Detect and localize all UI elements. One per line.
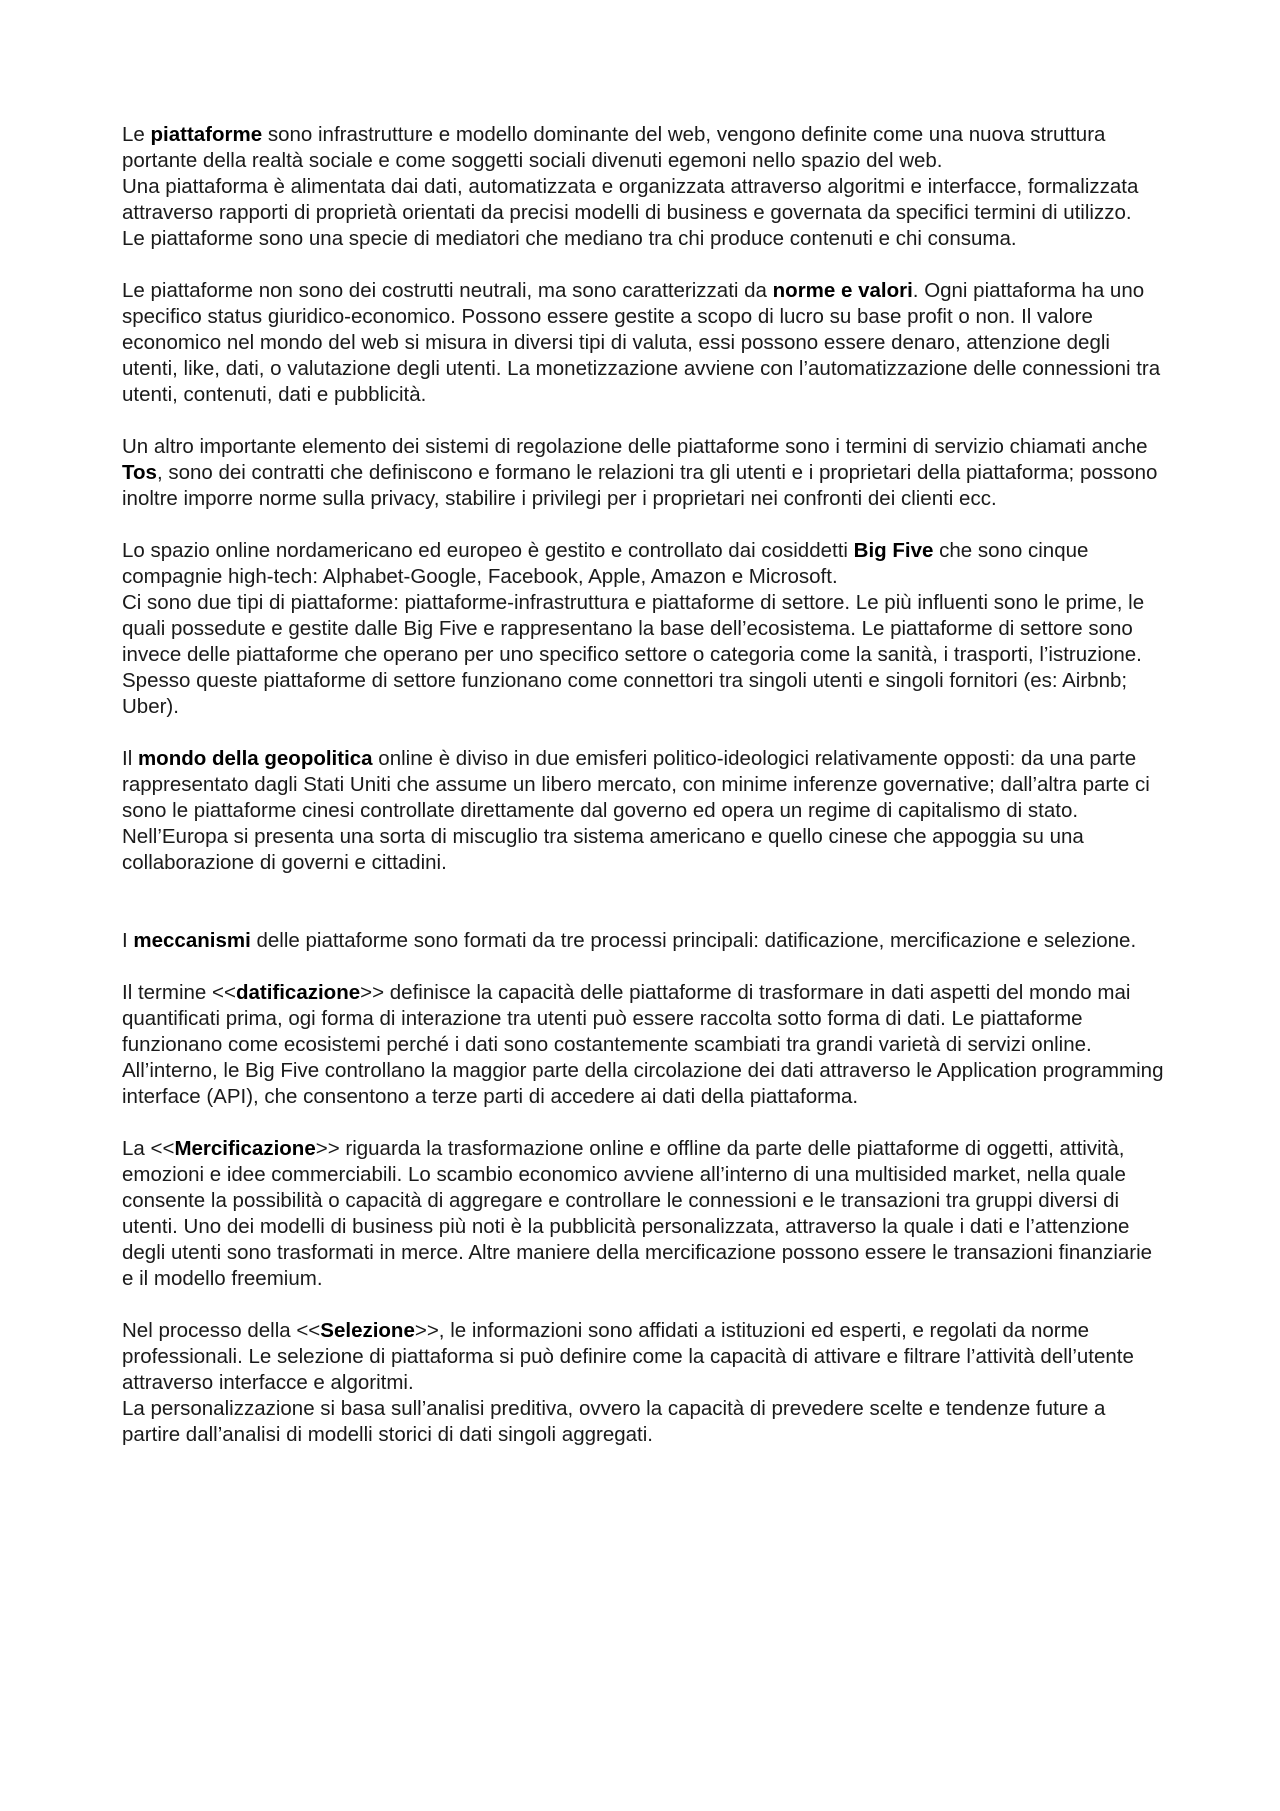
text-run: Le piattaforme non sono dei costrutti neutrali, ma sono caratterizzati da: [122, 279, 773, 302]
text-run: delle piattaforme sono formati da tre processi principali: datificazione, mercificazione e selezione.: [250, 929, 1137, 952]
text-run: che sono cinque compagnie high-tech: Alphabet-Google, Facebook, Apple, Amazon e Microsoft.: [122, 539, 1089, 588]
text-line: [122, 1318, 1167, 1396]
text-run: online è diviso in due emisferi politico-ideologici relativamente opposti: da una parte rappresentato dagli Stati Uniti che assume un libero mercato, con minime inferenze governative; dall’altra parte ci sono le piattaforme cinesi controllate direttamente dal governo ed opera un regime di capitalismo di stato. Nell’Europa si presenta una sorta di miscuglio tra sistema americano e quello cinese che appoggia su una collaborazione di governi e cittadini.: [122, 747, 1150, 874]
paragraph-tos: [122, 434, 1167, 512]
text-run: , sono dei contratti che definiscono e formano le relazioni tra gli utenti e i proprietari della piattaforma; possono inoltre imporre norme sulla privacy, stabilire i privilegi per i proprietari nei confronti dei clienti ecc.: [122, 461, 1158, 510]
text-run: >>, le informazioni sono affidati a istituzioni ed esperti, e regolati da norme professionali. Le selezione di piattaforma si può definire come la capacità di attivare e filtrare l’attività dell’utente attraverso interfacce e algoritmi.: [122, 1319, 1134, 1394]
text-run: Il: [122, 747, 138, 770]
text-line: [122, 538, 1167, 590]
text-run: . Ogni piattaforma ha uno specifico status giuridico-economico. Possono essere gestite a scopo di lucro su base profit o non. Il valore economico nel mondo del web si misura in diversi tipi di valuta, essi possono essere denaro, attenzione degli utenti, like, dati, o valutazione degli utenti. La monetizzazione avviene con l’automatizzazione delle connessioni tra utenti, contenuti, dati e pubblicità.: [122, 279, 1161, 406]
bold-term: Tos: [122, 461, 157, 484]
text-line: [122, 122, 1167, 174]
document-page: [122, 122, 1167, 1448]
text-run: I: [122, 929, 134, 952]
paragraph-mercificazione: [122, 1136, 1167, 1292]
bold-term: meccanismi: [133, 929, 251, 952]
text-run: >> riguarda la trasformazione online e offline da parte delle piattaforme di oggetti, attività, emozioni e idee commerciabili. Lo scambio economico avviene all’interno di una multisided market, nella quale consente la possibilità o capacità di aggregare e controllare le connessioni e le transazioni tra gruppi diversi di utenti. Uno dei modelli di business più noti è la pubblicità personalizzata, attraverso la quale i dati e l’attenzione degli utenti sono trasformati in merce. Altre maniere della mercificazione possono essere le transazioni finanziarie e il modello freemium.: [122, 1137, 1153, 1290]
text-run: Il termine <<: [122, 981, 236, 1004]
text-line: [122, 226, 1167, 252]
bold-term: mondo della geopolitica: [137, 747, 373, 770]
paragraph-geopolitica: [122, 746, 1167, 876]
paragraph-datificazione: [122, 980, 1167, 1110]
text-run: >> definisce la capacità delle piattaforme di trasformare in dati aspetti del mondo mai quantificati prima, ogi forma di interazione tra utenti può essere raccolta sotto forma di dati. Le piattaforme funzionano come ecosistemi perché i dati sono costantemente scambiati tra grandi varietà di servizi online. All’interno, le Big Five controllano la maggior parte della circolazione dei dati attraverso le Application programming interface (API), che consentono a terze parti di accedere ai dati della piattaforma.: [122, 981, 1164, 1108]
text-line: [122, 590, 1167, 720]
text-run: sono infrastrutture e modello dominante del web, vengono definite come una nuova struttura portante della realtà sociale e come soggetti sociali divenuti egemoni nello spazio del web.: [122, 123, 1106, 172]
text-line: [122, 980, 1167, 1110]
paragraph-selezione: [122, 1318, 1167, 1448]
text-run: Lo spazio online nordamericano ed europeo è gestito e controllato dai cosiddetti: [122, 539, 854, 562]
bold-term: Mercificazione: [174, 1137, 316, 1160]
paragraph-big-five: [122, 538, 1167, 720]
text-run: La <<: [122, 1137, 175, 1160]
paragraph-piattaforme: [122, 122, 1167, 252]
text-line: [122, 1396, 1167, 1448]
text-line: [122, 434, 1167, 512]
text-run: Le piattaforme sono una specie di mediatori che mediano tra chi produce contenuti e chi consuma.: [122, 227, 1017, 250]
text-run: Una piattaforma è alimentata dai dati, automatizzata e organizzata attraverso algoritmi e interfacce, formalizzata attraverso rapporti di proprietà orientati da precisi modelli di business e governata da specifici termini di utilizzo.: [122, 175, 1139, 224]
text-line: [122, 174, 1167, 226]
bold-term: datificazione: [235, 981, 361, 1004]
paragraph-meccanismi: [122, 928, 1167, 954]
text-line: [122, 1136, 1167, 1292]
text-run: Un altro importante elemento dei sistemi di regolazione delle piattaforme sono i termini di servizio chiamati anche: [122, 435, 1148, 458]
text-run: Ci sono due tipi di piattaforme: piattaforme-infrastruttura e piattaforme di settore. Le più influenti sono le prime, le quali possedute e gestite dalle Big Five e rappresentano la base dell’ecosistema. Le piattaforme di settore sono invece delle piattaforme che operano per uno specifico settore o categoria come la sanità, i trasporti, l’istruzione. Spesso queste piattaforme di settore funzionano come connettori tra singoli utenti e singoli fornitori (es: Airbnb; Uber).: [122, 591, 1145, 718]
bold-term: piattaforme: [150, 123, 263, 146]
text-run: Le: [122, 123, 151, 146]
text-line: [122, 278, 1167, 408]
bold-term: Selezione: [320, 1319, 415, 1342]
text-line: [122, 746, 1167, 876]
bold-term: Big Five: [853, 539, 934, 562]
text-run: La personalizzazione si basa sull’analisi preditiva, ovvero la capacità di prevedere scelte e tendenze future a partire dall’analisi di modelli storici di dati singoli aggregati.: [122, 1397, 1106, 1446]
text-line: [122, 928, 1167, 954]
paragraph-norme-valori: [122, 278, 1167, 408]
bold-term: norme e valori: [772, 279, 913, 302]
text-run: Nel processo della <<: [122, 1319, 321, 1342]
